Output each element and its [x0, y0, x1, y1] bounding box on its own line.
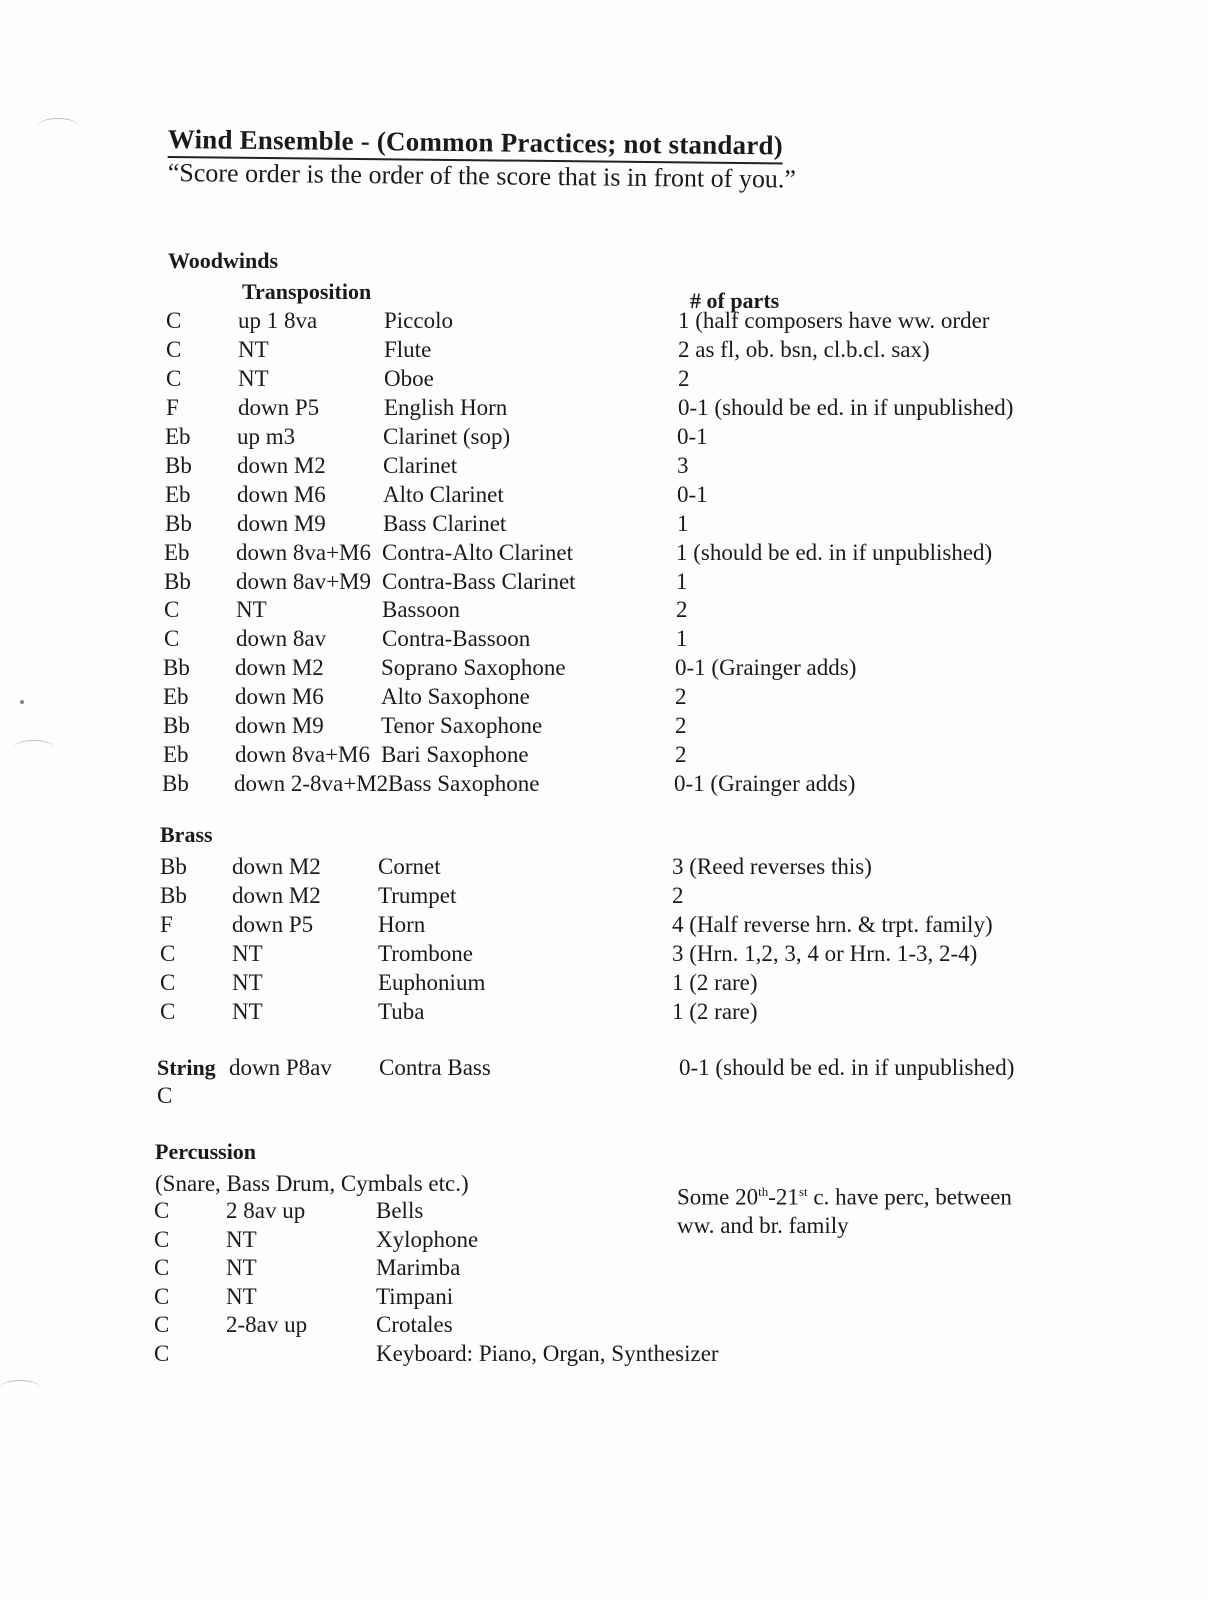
table-row	[165, 511, 1065, 539]
key-cell: Eb	[165, 424, 191, 449]
table-row	[160, 883, 1060, 911]
key-cell: Bb	[162, 771, 189, 796]
transposition-cell: NT	[238, 337, 269, 362]
transposition-cell: NT	[232, 970, 263, 995]
note-text: -21	[768, 1184, 799, 1210]
key-cell: Bb	[163, 713, 190, 738]
parts-cell: 1 (half composers have ww. order	[678, 308, 990, 333]
table-row	[166, 308, 1066, 336]
transposition-header: Transposition	[242, 279, 372, 304]
table-row	[165, 453, 1065, 481]
transposition-cell: down 8av+M9	[236, 569, 371, 594]
parts-cell: 3	[677, 453, 689, 478]
instrument-cell: Flute	[384, 337, 432, 362]
parts-cell: 2	[678, 366, 690, 391]
key-cell: C	[160, 970, 176, 995]
parts-cell: 1 (should be ed. in if unpublished)	[676, 540, 993, 565]
transposition-cell: down 2-8va+M2	[234, 771, 389, 796]
instrument-cell: Trombone	[378, 941, 473, 966]
parts-cell: 0-1 (should be ed. in if unpublished)	[678, 395, 1014, 420]
table-row	[165, 482, 1065, 510]
key-cell: C	[160, 999, 176, 1024]
instrument-cell: Bass Clarinet	[383, 511, 507, 536]
instrument-cell: Bass Saxophone	[388, 771, 540, 796]
parts-cell: 2 as fl, ob. bsn, cl.b.cl. sax)	[678, 337, 930, 362]
table-row	[166, 337, 1066, 365]
key-cell: Eb	[163, 684, 189, 709]
key-cell: C	[166, 337, 182, 362]
transposition-cell: down M2	[237, 453, 326, 478]
table-row	[154, 1227, 754, 1255]
table-row	[163, 655, 1063, 683]
instrument-cell: Cornet	[378, 854, 441, 879]
table-row	[163, 713, 1063, 741]
table-row	[160, 912, 1060, 940]
transposition-cell: down P5	[232, 912, 314, 937]
table-row	[154, 1341, 794, 1369]
key-cell: Bb	[165, 511, 192, 536]
transposition-cell: down P8av	[229, 1055, 332, 1080]
instrument-cell: Clarinet (sop)	[383, 424, 511, 449]
instrument-cell: Soprano Saxophone	[381, 655, 566, 680]
key-cell: F	[166, 395, 179, 420]
key-cell: Eb	[164, 540, 190, 565]
instrument-cell: Xylophone	[376, 1227, 479, 1252]
transposition-cell: NT	[226, 1227, 257, 1252]
key-cell: C	[166, 366, 182, 391]
key-cell: C	[154, 1284, 170, 1309]
parts-cell: 4 (Half reverse hrn. & trpt. family)	[672, 912, 993, 937]
key-cell: C	[160, 941, 176, 966]
table-row	[165, 424, 1065, 452]
key-cell: Bb	[163, 655, 190, 680]
instrument-cell: Contra Bass	[379, 1055, 491, 1080]
key-cell: Bb	[160, 883, 187, 908]
parts-cell: 0-1 (should be ed. in if unpublished)	[679, 1055, 1015, 1080]
table-row	[160, 941, 1060, 969]
percussion-subheading: (Snare, Bass Drum, Cymbals etc.)	[155, 1171, 469, 1196]
document-subtitle: “Score order is the order of the score that is in front of you.”	[167, 158, 797, 194]
key-cell: F	[160, 912, 173, 937]
parts-header: # of parts	[690, 288, 780, 313]
percussion-heading: Percussion	[155, 1139, 257, 1164]
table-row	[157, 1055, 1067, 1083]
parts-cell: 2	[675, 713, 687, 738]
transposition-cell: NT	[236, 597, 267, 622]
parts-cell: 0-1 (Grainger adds)	[674, 771, 856, 796]
parts-cell: 1 (2 rare)	[672, 970, 758, 995]
transposition-cell: down P5	[238, 395, 320, 420]
table-row	[154, 1255, 754, 1283]
instrument-cell: Marimba	[376, 1255, 461, 1280]
instrument-cell: Contra-Bass Clarinet	[382, 569, 576, 594]
transposition-cell: down M2	[232, 883, 321, 908]
note-text: Some 20	[677, 1184, 759, 1210]
transposition-cell: down 8va+M6	[235, 742, 370, 767]
woodwinds-heading: Woodwinds	[168, 248, 279, 273]
key-cell: C	[154, 1227, 170, 1252]
parts-cell: 1	[676, 626, 688, 651]
parts-cell: 3 (Reed reverses this)	[672, 854, 872, 879]
key-cell: C	[164, 597, 180, 622]
scan-artifact	[38, 118, 78, 133]
transposition-cell: NT	[238, 366, 269, 391]
parts-cell: 2	[672, 883, 684, 908]
instrument-cell: Contra-Bassoon	[382, 626, 531, 651]
key-cell: C	[166, 308, 182, 333]
parts-cell: 1 (2 rare)	[672, 999, 758, 1024]
table-row	[166, 366, 1066, 394]
note-text: c. have perc, between	[807, 1184, 1012, 1210]
string-heading: String	[157, 1055, 216, 1080]
table-row	[163, 684, 1063, 712]
transposition-cell: down M6	[237, 482, 326, 507]
key-cell: C	[154, 1198, 170, 1223]
document-title: Wind Ensemble - (Common Practices; not standard)	[168, 124, 783, 164]
instrument-cell: Horn	[378, 912, 426, 937]
scan-artifact	[14, 740, 54, 755]
transposition-cell: down M6	[235, 684, 324, 709]
transposition-cell: NT	[232, 941, 263, 966]
parts-cell: 1	[677, 511, 689, 536]
table-row	[154, 1312, 754, 1340]
table-row	[164, 626, 1064, 654]
table-row	[160, 999, 1060, 1027]
instrument-cell: Tenor Saxophone	[381, 713, 543, 738]
instrument-cell: Trumpet	[378, 883, 457, 908]
scan-artifact	[0, 1380, 40, 1395]
brass-heading: Brass	[160, 822, 213, 847]
key-cell: C	[154, 1255, 170, 1280]
key-cell: Bb	[164, 569, 191, 594]
key-cell: Bb	[165, 453, 192, 478]
table-row	[162, 771, 1062, 799]
instrument-cell: Contra-Alto Clarinet	[382, 540, 573, 565]
instrument-cell: Alto Clarinet	[383, 482, 504, 507]
note-superscript: st	[798, 1184, 808, 1199]
parts-cell: 0-1	[677, 482, 708, 507]
table-row	[154, 1284, 754, 1312]
key-cell: Eb	[163, 742, 189, 767]
key-cell: C	[157, 1083, 173, 1108]
table-row	[164, 540, 1064, 568]
transposition-cell: NT	[232, 999, 263, 1024]
instrument-cell: Alto Saxophone	[381, 684, 530, 709]
table-row	[160, 970, 1060, 998]
instrument-cell: Bassoon	[382, 597, 460, 622]
transposition-cell: down M2	[235, 655, 324, 680]
instrument-cell: Timpani	[376, 1284, 454, 1309]
table-row	[164, 597, 1064, 625]
parts-cell: 1	[676, 569, 688, 594]
transposition-cell: down 8va+M6	[236, 540, 371, 565]
instrument-cell: Clarinet	[383, 453, 458, 478]
key-cell: Eb	[165, 482, 191, 507]
transposition-cell: NT	[226, 1284, 257, 1309]
instrument-cell: Oboe	[384, 366, 434, 391]
table-row	[154, 1198, 754, 1226]
instrument-cell: Tuba	[378, 999, 425, 1024]
table-row	[166, 395, 1066, 423]
parts-cell: 3 (Hrn. 1,2, 3, 4 or Hrn. 1-3, 2-4)	[672, 941, 978, 966]
instrument-cell: Crotales	[376, 1312, 453, 1337]
transposition-cell: down M9	[237, 511, 326, 536]
instrument-cell: English Horn	[384, 395, 508, 420]
instrument-cell: Bari Saxophone	[381, 742, 529, 767]
parts-cell: 0-1 (Grainger adds)	[675, 655, 857, 680]
transposition-cell: down 8av	[236, 626, 327, 651]
instrument-cell: Euphonium	[378, 970, 486, 995]
table-row	[160, 854, 1060, 882]
scan-speck	[20, 700, 24, 704]
key-cell: Bb	[160, 854, 187, 879]
key-cell: C	[154, 1312, 170, 1337]
key-cell: C	[154, 1341, 170, 1366]
key-cell: C	[164, 626, 180, 651]
transposition-cell: NT	[226, 1255, 257, 1280]
transposition-cell: down M2	[232, 854, 321, 879]
note-superscript: th	[758, 1184, 769, 1199]
parts-cell: 2	[676, 597, 688, 622]
transposition-cell: up m3	[237, 424, 296, 449]
transposition-cell: 2-8av up	[226, 1312, 308, 1337]
table-row	[157, 1083, 197, 1111]
table-row	[164, 569, 1064, 597]
note-text: ww. and br. family	[677, 1212, 849, 1238]
instrument-cell: Bells	[376, 1198, 424, 1223]
instrument-cell: Keyboard: Piano, Organ, Synthesizer	[376, 1341, 719, 1366]
parts-cell: 0-1	[677, 424, 708, 449]
transposition-cell: down M9	[235, 713, 324, 738]
transposition-cell: up 1 8va	[238, 308, 318, 333]
parts-cell: 2	[675, 742, 687, 767]
transposition-cell: 2 8av up	[226, 1198, 306, 1223]
instrument-cell: Piccolo	[384, 308, 453, 333]
parts-cell: 2	[675, 684, 687, 709]
table-row	[163, 742, 1063, 770]
